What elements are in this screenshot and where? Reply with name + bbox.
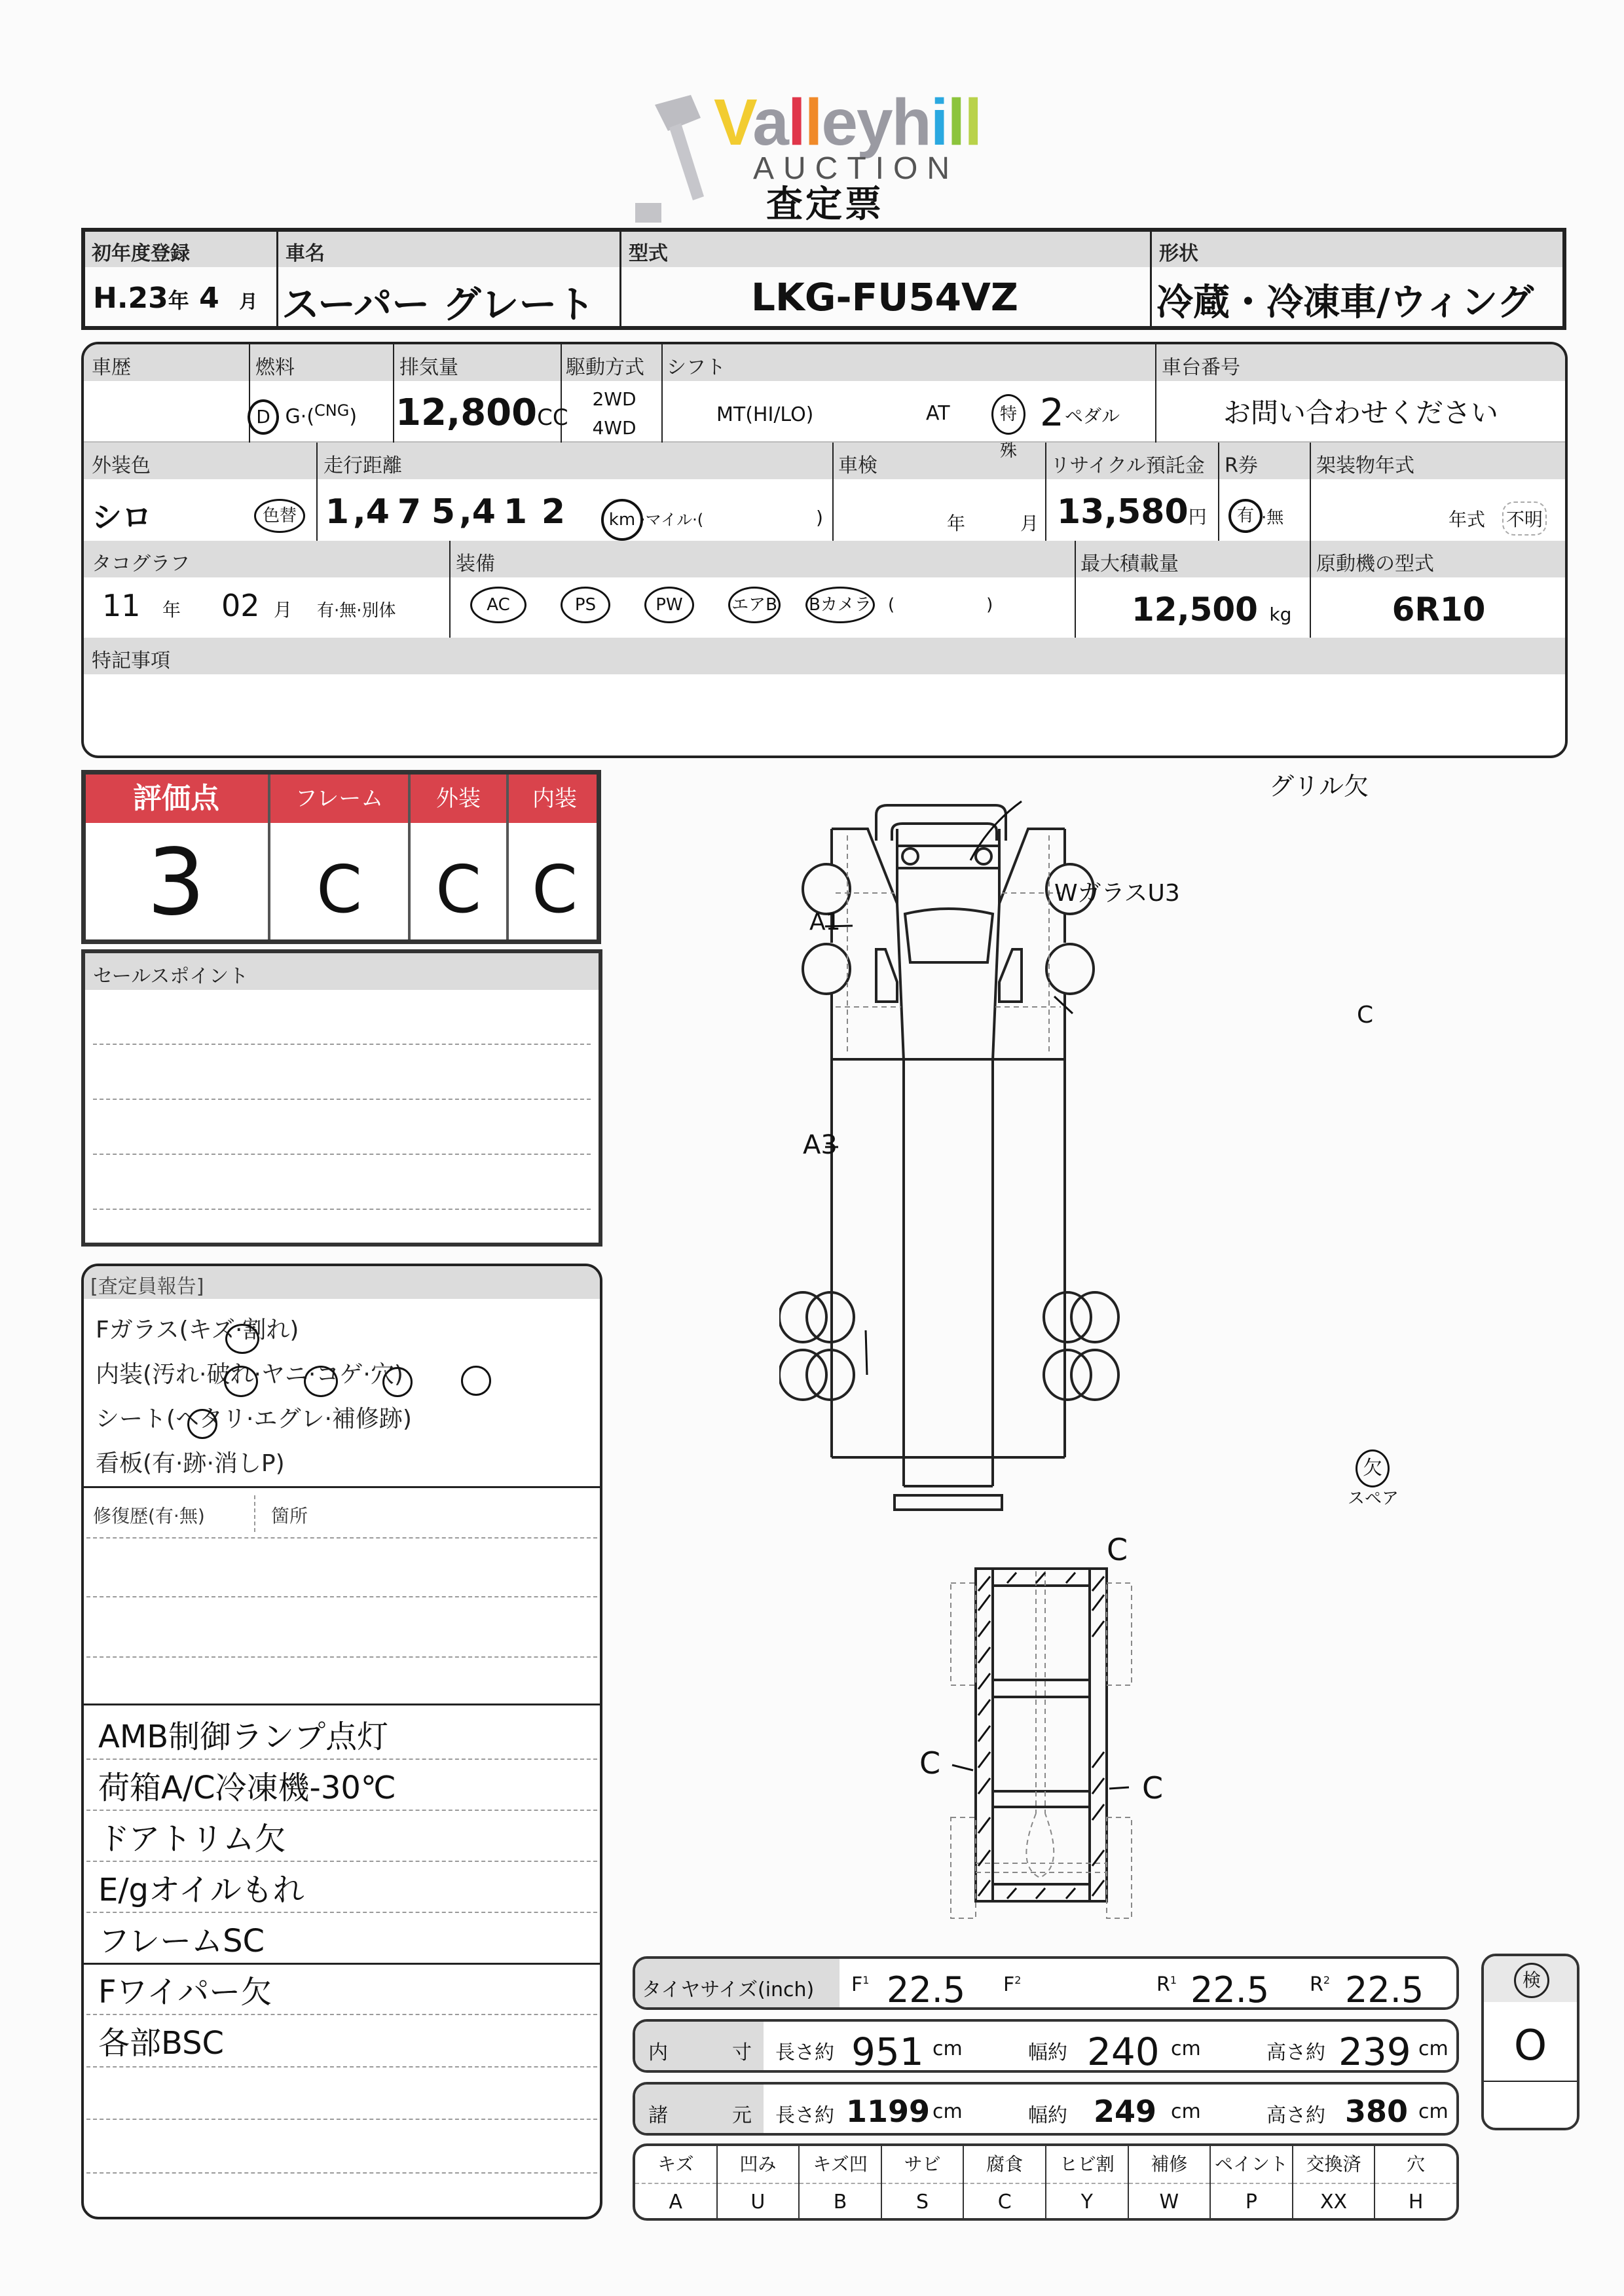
max-load-value: 12,500 kg [1132, 591, 1292, 629]
mark-circle [461, 1366, 491, 1396]
inner-length-label: 長さ約 [775, 2041, 834, 2064]
tire-f1-value: 22.5 [887, 1969, 966, 2010]
equipment-list: AC PS PW エアB Bカメラ ( ) [470, 587, 993, 623]
r-ticket-yes-selected: 有 [1228, 499, 1263, 533]
tachograph-month-unit: 月 [274, 599, 293, 621]
tachograph-year-unit: 年 [162, 599, 181, 621]
fuel-diesel-selected: D [248, 399, 279, 435]
inner-width-label: 幅約 [1028, 2041, 1067, 2064]
tire-f2-label: $F^2$ [1003, 1973, 1022, 1996]
note-line: 荷箱A/C冷凍機-30℃ [98, 1770, 396, 1806]
shift-mt: MT(HI/LO) [716, 403, 814, 426]
displacement-label: 排気量 [399, 356, 458, 379]
note-line: 各部BSC [98, 2025, 225, 2062]
damage-a1-label: A1 [809, 909, 841, 936]
inner-length-unit: cm [932, 2037, 963, 2060]
inspection-check-box [1481, 1954, 1579, 2130]
damage-c-top-label: C [1107, 1532, 1128, 1567]
spec-width-label: 幅約 [1028, 2104, 1067, 2127]
inspection-month-unit: 月 [1020, 513, 1039, 534]
spec-label-b: 元 [732, 2104, 752, 2127]
legend-cell: ペイント P [1211, 2146, 1293, 2218]
inspection-label: 車検 [838, 454, 877, 477]
tachograph-month-value: 02 [221, 588, 260, 623]
grill-note: グリル欠 [1269, 772, 1369, 801]
repair-history-label: 修復歴(有·無) [93, 1505, 205, 1527]
inner-height-value: 239 [1338, 2030, 1411, 2073]
body-shape: 冷蔵・冷凍車/ウィング [1156, 282, 1534, 324]
mark-circle [225, 1324, 259, 1354]
tachograph-options: 有·無·別体 [317, 601, 396, 621]
r-ticket-no: ·無 [1261, 508, 1284, 528]
chassis-label: 車台番号 [1162, 356, 1240, 379]
body-year-label: 架装物年式 [1316, 454, 1414, 477]
fuel-value: D G·($^{CNG}$) [248, 399, 357, 435]
tire-size-label: タイヤサイズ(inch) [642, 1978, 815, 2001]
inspector-report-label: [査定員報告] [90, 1275, 204, 1298]
score-header-overall: 評価点 [133, 782, 219, 815]
legend-cell: キズ A [635, 2146, 718, 2218]
inner-height-label: 高さ約 [1266, 2041, 1325, 2064]
inspection-year-unit: 年 [947, 513, 966, 534]
inner-length-value: 951 [851, 2030, 924, 2073]
score-header-interior: 内装 [532, 786, 577, 812]
damage-c-right-label: C [1142, 1770, 1164, 1806]
sales-point-label: セールスポイント [93, 965, 249, 988]
note-line: AMB制御ランプ点灯 [98, 1719, 389, 1755]
vehicle-damage-diagram [779, 759, 1434, 1925]
inner-height-unit: cm [1418, 2037, 1449, 2060]
spec-label-a: 諸 [648, 2104, 668, 2127]
spec-width-value: 249 [1094, 2094, 1157, 2129]
score-frame-value: C [316, 851, 362, 928]
specifications-row [633, 2082, 1459, 2136]
report-line-signboard: 看板(有·跡·消しP) [96, 1450, 285, 1477]
spec-length-value: 1199 [846, 2094, 931, 2129]
spec-height-unit: cm [1418, 2100, 1449, 2123]
history-label: 車歴 [92, 356, 131, 379]
shift-at: AT [926, 402, 950, 425]
legend-cell: ヒビ割 Y [1046, 2146, 1129, 2218]
report-handwritten-notes [98, 1711, 396, 2069]
inner-width-unit: cm [1171, 2037, 1201, 2060]
inner-label-b: 寸 [732, 2041, 752, 2064]
spec-height-value: 380 [1345, 2094, 1409, 2129]
spec-width-unit: cm [1171, 2100, 1201, 2123]
spec-length-label: 長さ約 [775, 2104, 834, 2127]
score-exterior-value: C [435, 851, 481, 928]
mileage-km-selected: km [601, 499, 643, 541]
engine-model-label: 原動機の型式 [1316, 553, 1434, 575]
model-label: 型式 [629, 242, 668, 265]
note-line: ドアトリム欠 [98, 1821, 286, 1857]
check-label: 検 [1514, 1963, 1549, 1998]
score-header-exterior: 外装 [436, 786, 481, 812]
drive-label: 駆動方式 [566, 356, 644, 379]
vehicle-basic-table [81, 228, 1566, 330]
equip-pw-selected: PW [644, 587, 694, 623]
color-changed-selected: 色替 [254, 499, 305, 533]
tire-r1-value: 22.5 [1190, 1969, 1270, 2010]
equip-airbag-selected: エアB [728, 587, 781, 623]
shift-pedal-label: ペダル [1065, 405, 1120, 427]
recycle-label: リサイクル預託金 [1050, 454, 1205, 477]
note-line: フレームSC [98, 1923, 265, 1959]
model-code: LKG-FU54VZ [751, 275, 1018, 319]
spec-length-unit: cm [932, 2100, 963, 2123]
legend-cell: キズ凹 B [800, 2146, 882, 2218]
score-interior-value: C [532, 851, 578, 928]
chassis-value: お問い合わせください [1223, 397, 1498, 429]
tire-r2-label: $R^2$ [1310, 1973, 1331, 1996]
truck-outline-svg [779, 759, 1434, 1925]
damage-code-legend [633, 2143, 1459, 2221]
shift-pedal-count: 2 [1040, 390, 1064, 435]
tire-size-row [633, 1956, 1459, 2010]
mark-circle [224, 1366, 258, 1397]
reg-label: 初年度登録 [92, 242, 190, 265]
shift-special-selected: 特殊 [991, 394, 1025, 435]
legend-cell: サビ S [882, 2146, 965, 2218]
legend-cell: 補修 W [1129, 2146, 1211, 2218]
score-overall-value: 3 [147, 829, 206, 936]
inner-dimensions-row [633, 2019, 1459, 2073]
logo-word: Valleyhill [714, 86, 982, 159]
equipment-label: 装備 [456, 553, 495, 575]
tachograph-label: タコグラフ [92, 553, 190, 575]
engine-model-value: 6R10 [1392, 591, 1486, 629]
tire-f1-label: $F^1$ [851, 1973, 870, 1996]
report-line-interior: 内装(汚れ·破れ·ヤニ·コゲ·穴) [96, 1361, 403, 1388]
equip-ac-selected: AC [470, 587, 526, 623]
mark-circle [187, 1409, 217, 1439]
legend-cell: 穴 H [1375, 2146, 1456, 2218]
legend-cell: 交換済 XX [1293, 2146, 1376, 2218]
body-year-text: 年式 [1449, 509, 1486, 530]
recycle-value: 13,580円 [1057, 492, 1207, 532]
sales-point-box [81, 949, 602, 1247]
mileage-label: 走行距離 [323, 454, 402, 477]
legend-cell: 凹み U [718, 2146, 800, 2218]
fuel-label: 燃料 [255, 356, 295, 379]
score-header-frame: フレーム [295, 786, 384, 812]
color-value: シロ [92, 500, 152, 535]
tachograph-year-value: 11 [102, 588, 141, 623]
spare-missing-mark: 欠 [1356, 1449, 1390, 1487]
registration-date: H.23年 4 月 [93, 282, 258, 315]
gavel-icon [629, 92, 707, 223]
damage-c-left-label: C [919, 1745, 941, 1781]
color-label: 外装色 [92, 454, 151, 477]
r-ticket-label: R券 [1225, 454, 1258, 477]
damage-c-front-label: C [1357, 1002, 1374, 1029]
damage-a3-label: A3 [803, 1130, 838, 1160]
mileage-value: 1 ,4 7 5 ,4 1 2 [325, 492, 566, 532]
vehicle-detail-table [81, 342, 1568, 758]
shape-label: 形状 [1159, 242, 1198, 265]
check-value: O [1513, 2022, 1547, 2070]
report-line-seat: シート(ヘタリ·エグレ·補修跡) [96, 1406, 412, 1432]
special-notes-label: 特記事項 [92, 649, 170, 672]
mark-circle [304, 1366, 338, 1397]
windshield-note: WガラスU3 [1054, 880, 1180, 907]
repair-location-label: 箇所 [271, 1505, 308, 1527]
drive-2wd: 2WD [592, 388, 637, 410]
report-line-windshield: Fガラス(キズ·割れ) [96, 1317, 299, 1343]
equip-ps-selected: PS [561, 587, 610, 623]
legend-cell: 腐食 C [964, 2146, 1046, 2218]
tire-r1-label: $R^1$ [1156, 1973, 1177, 1996]
mileage-close: ) [816, 507, 823, 528]
spare-label: スペア [1348, 1489, 1399, 1508]
note-line: Fワイパー欠 [98, 1974, 272, 2011]
page-title: 査定票 [766, 183, 884, 226]
note-line: E/gオイルもれ [98, 1872, 304, 1908]
displacement-value: 12,800CC [396, 392, 568, 434]
shift-label: シフト [667, 356, 726, 379]
tire-r2-value: 22.5 [1345, 1969, 1424, 2010]
spec-height-label: 高さ約 [1266, 2104, 1325, 2127]
body-year-unknown: 不明 [1502, 501, 1547, 536]
inner-label-a: 内 [648, 2041, 668, 2064]
logo-sub: AUCTION [753, 151, 959, 186]
evaluation-score-table [81, 770, 601, 944]
car-name: スーパー グレート [282, 282, 595, 327]
equip-bcamera-selected: Bカメラ [805, 587, 875, 623]
inner-width-value: 240 [1087, 2030, 1160, 2073]
mark-circle [382, 1367, 413, 1397]
drive-options [581, 385, 647, 443]
name-label: 車名 [286, 242, 325, 265]
inspector-report-box [81, 1264, 602, 2219]
drive-4wd: 4WD [592, 417, 637, 439]
max-load-label: 最大積載量 [1080, 553, 1179, 575]
mileage-unit-options: ·マイル·( [640, 511, 704, 529]
